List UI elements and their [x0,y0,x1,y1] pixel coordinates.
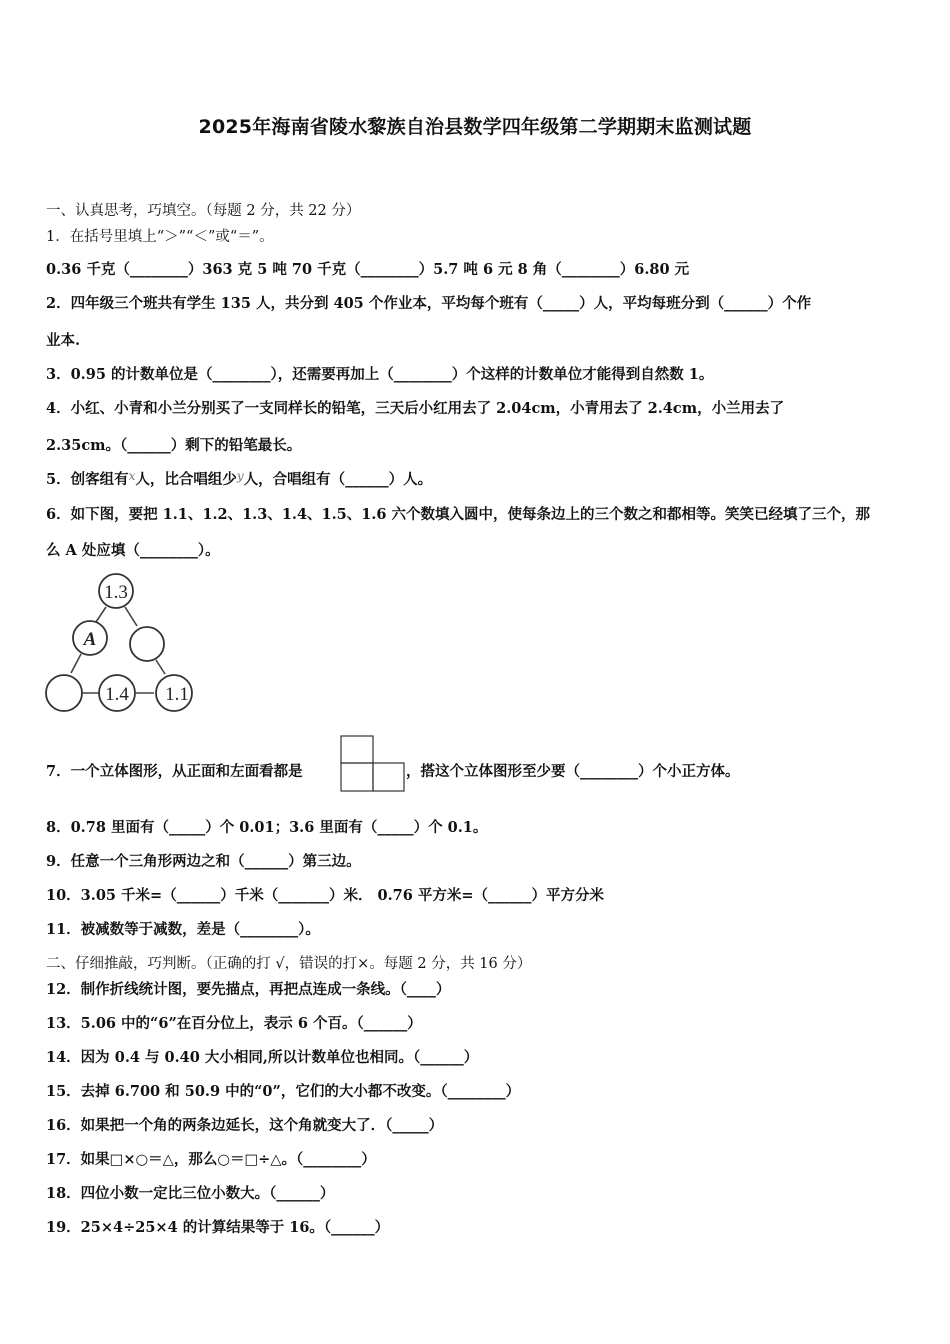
cube-top-left [341,736,373,763]
cube-view-figure [340,735,406,793]
circle-left-mid-label: A [83,629,97,650]
circle-top-label: 1.3 [104,582,128,603]
q5-var-y: y [236,469,244,483]
circle-bottom-mid-label: 1.4 [105,684,129,705]
section2-heading: 二、仔细推敲，巧判断。（正确的打 √，错误的打×。每题 2 分，共 16 分） [46,956,532,972]
q15-text: 15．去掉 6.700 和 50.9 中的“0”，它们的大小都不改变。（________） [46,1083,521,1100]
q13-text: 13．5.06 中的“6”在百分位上，表示 6 个百。（______） [46,1015,422,1032]
q2-line1: 2．四年级三个班共有学生 135 人，共分到 405 个作业本，平均每个班有（_____）人，平均每班分到（______）个作 [46,295,812,312]
edge-top-left [96,607,106,622]
page-title: 2025年海南省陵水黎族自治县数学四年级第二学期期末监测试题 [198,116,752,138]
edge-right-bottom [156,660,165,674]
q5-text [46,470,432,490]
edge-left-bottom [71,654,81,673]
q11-text: 11．被减数等于减数，差是（________）。 [46,921,320,938]
circle-right-mid [130,627,164,661]
triangle-circles-figure [44,572,196,716]
q17-text: 17．如果□×○＝△，那么○＝□÷△。（________） [46,1151,376,1168]
q1-comparisons: 0.36 千克（________）363 克 5 吨 70 千克（________）5.7 吨 6 元 8 角（________）6.80 元 [46,261,690,278]
q4-line2: 2.35cm。（______）剩下的铅笔最长。 [46,437,302,454]
cube-bottom-right [373,763,404,791]
q5-var-x: x [128,469,136,483]
edge-top-right [125,607,137,626]
circle-bottom-right-label: 1.1 [165,684,189,705]
cube-bottom-left [341,763,373,791]
q19-text: 19．25×4÷25×4 的计算结果等于 16。（______） [46,1219,390,1236]
q6-line1: 6．如下图，要把 1.1、1.2、1.3、1.4、1.5、1.6 六个数填入圆中，使每条边上的三个数之和都相等。笑笑已经填了三个，那 [46,506,871,523]
q5-part-a: 5．创客组有 [46,471,129,488]
q9-text: 9．任意一个三角形两边之和（______）第三边。 [46,853,361,870]
q6-line2: 么 A 处应填（________）。 [46,542,220,559]
section1-heading: 一、认真思考，巧填空。（每题 2 分，共 22 分） [46,203,361,219]
q8-text: 8．0.78 里面有（_____）个 0.01；3.6 里面有（_____）个 0.1。 [46,819,488,836]
q5-part-b: 人，比合唱组少 [135,471,237,488]
q12-text: 12．制作折线统计图，要先描点，再把点连成一条线。（____） [46,981,451,998]
q10-text: 10．3.05 千米=（______）千米（_______）米． 0.76 平方米=（______）平方分米 [46,887,605,904]
circle-bottom-left [46,675,82,711]
q18-text: 18．四位小数一定比三位小数大。（______） [46,1185,335,1202]
q3-text: 3．0.95 的计数单位是（________），还需要再加上（________）个这样的计数单位才能得到自然数 1。 [46,366,714,383]
q1-text: 1．在括号里填上“＞”“＜”或“＝”。 [46,229,274,245]
q16-text: 16．如果把一个角的两条边延长，这个角就变大了．（_____） [46,1117,444,1134]
q14-text: 14．因为 0.4 与 0.40 大小相同,所以计数单位也相同。（______） [46,1049,479,1066]
q5-part-c: 人，合唱组有（______）人。 [243,471,433,488]
q4-line1: 4．小红、小青和小兰分别买了一支同样长的铅笔，三天后小红用去了 2.04cm，小青用去了 2.4cm，小兰用去了 [46,400,785,417]
q2-line2: 业本. [46,332,81,349]
q7-part-b: ，搭这个立体图形至少要（________）个小正方体。 [406,763,740,780]
q7-part-a: 7．一个立体图形，从正面和左面看都是 [46,763,303,780]
